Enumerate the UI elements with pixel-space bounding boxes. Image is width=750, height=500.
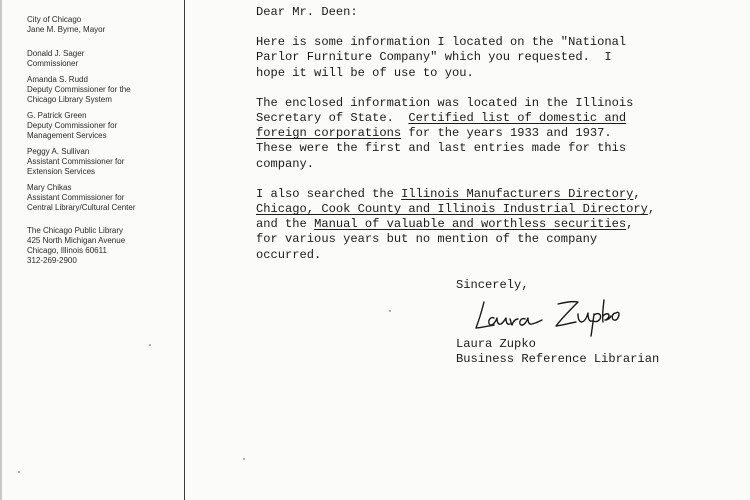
body-text: , <box>626 217 634 232</box>
letter-body <box>256 5 736 278</box>
underlined-title: Chicago, Cook County and Illinois Industrial Directory <box>256 202 648 217</box>
official-green <box>27 111 177 141</box>
body-text: for the years 1933 and 1937. <box>401 126 612 141</box>
paragraph-1 <box>256 35 736 81</box>
body-line: hope it will be of use to you. <box>256 65 474 80</box>
letterhead-divider <box>184 0 185 500</box>
official-title: Assistant Commissioner for <box>27 157 125 166</box>
official-title: Central Library/Cultural Center <box>27 203 136 212</box>
official-title: Extension Services <box>27 167 96 176</box>
handwritten-signature <box>470 292 630 338</box>
official-title: Assistant Commissioner for <box>27 193 125 202</box>
body-text: , <box>647 202 656 217</box>
body-line <box>256 202 736 217</box>
complimentary-close: Sincerely, <box>456 278 529 292</box>
paper-speck <box>389 310 391 312</box>
paragraph-2 <box>256 96 736 172</box>
body-text: , <box>633 186 641 201</box>
official-name: Peggy A. Sullivan <box>27 147 90 156</box>
body-line: Here is some information I located on the "National <box>256 35 627 50</box>
body-line <box>256 217 736 232</box>
paragraph-3 <box>256 187 736 263</box>
body-line: The enclosed information was located in the Illinois <box>256 95 634 110</box>
letterhead-line: City of Chicago <box>27 15 82 24</box>
address-line: Chicago, Illinois 60611 <box>27 246 107 255</box>
body-line: Parlor Furniture Company" which you requested. I <box>256 50 612 65</box>
official-name: Mary Chikas <box>27 183 72 192</box>
address-line: 312-269-2900 <box>27 256 77 265</box>
letterhead-sidebar <box>27 15 177 272</box>
official-name: Amanda S. Rudd <box>27 75 88 84</box>
official-chikas <box>27 183 177 213</box>
body-line: These were the first and last entries made for this <box>256 141 627 156</box>
paper-speck <box>18 471 20 473</box>
paper-speck <box>149 344 151 346</box>
paper-speck <box>243 458 245 460</box>
official-name: G. Patrick Green <box>27 111 87 120</box>
official-sullivan <box>27 147 177 177</box>
salutation: Dear Mr. Deen: <box>256 5 358 19</box>
underlined-title: Manual of valuable and worthless securities <box>314 217 627 232</box>
page-left-edge <box>0 0 2 500</box>
underlined-title: foreign corporations <box>256 126 402 141</box>
body-line: for various years but no mention of the company <box>256 232 598 247</box>
address-line: The Chicago Public Library <box>27 226 124 235</box>
signer-title: Business Reference Librarian <box>456 352 660 367</box>
signer-name: Laura Zupko <box>456 337 536 351</box>
body-text: and the <box>256 217 315 232</box>
underlined-title: Certified list of domestic and <box>408 111 627 126</box>
official-name: Donald J. Sager <box>27 49 85 58</box>
body-line <box>256 126 736 141</box>
official-title: Management Services <box>27 131 107 140</box>
address-line: 425 North Michigan Avenue <box>27 236 126 245</box>
body-line <box>256 111 736 126</box>
official-title: Deputy Commissioner for the <box>27 85 131 94</box>
official-rudd <box>27 75 177 105</box>
library-address <box>27 226 177 266</box>
signature-block <box>456 337 659 367</box>
official-title: Chicago Library System <box>27 95 112 104</box>
body-line: company. <box>256 156 315 171</box>
body-text: I also searched the <box>256 186 402 201</box>
body-line: occurred. <box>256 247 322 262</box>
underlined-title: Illinois Manufacturers Directory <box>401 186 634 201</box>
official-title: Commissioner <box>27 59 79 68</box>
body-text: Secretary of State. <box>256 111 409 126</box>
official-sager <box>27 49 177 69</box>
body-line <box>256 187 736 202</box>
letterhead-city <box>27 15 177 35</box>
letterhead-line: Jane M. Byrne, Mayor <box>27 25 106 34</box>
official-title: Deputy Commissioner for <box>27 121 118 130</box>
